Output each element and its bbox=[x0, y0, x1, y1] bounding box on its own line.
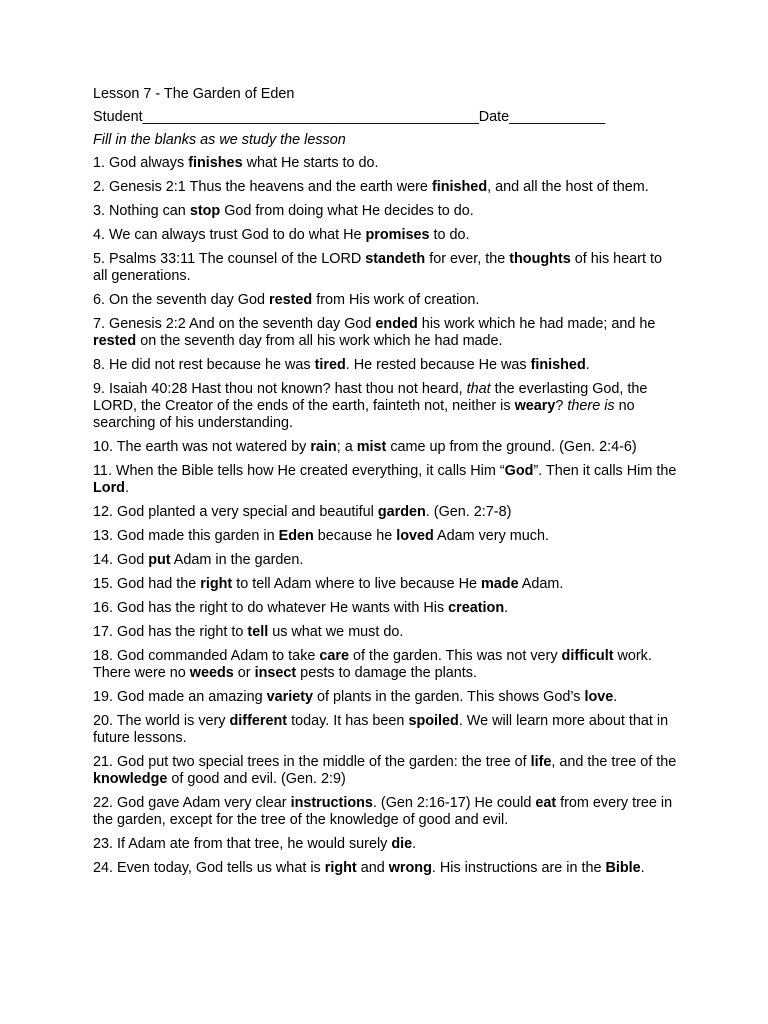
question-text: , and all the host of them. bbox=[487, 179, 649, 195]
question-text: Adam. bbox=[518, 576, 564, 592]
question-text: . bbox=[640, 860, 645, 876]
question-text: us what we must do. bbox=[268, 624, 404, 640]
question-text: 19. God made an amazing bbox=[93, 689, 267, 705]
question-text: 1. God always bbox=[93, 155, 189, 171]
question-text: Adam very much. bbox=[433, 528, 549, 544]
answer-word: tired bbox=[314, 357, 346, 373]
question-item bbox=[93, 600, 678, 617]
question-item bbox=[93, 754, 678, 788]
question-item bbox=[93, 576, 678, 593]
question-text: . bbox=[124, 480, 129, 496]
answer-word: God bbox=[504, 463, 534, 479]
instructions-text: Fill in the blanks as we study the lesson bbox=[93, 132, 346, 148]
answer-word: different bbox=[229, 713, 288, 729]
question-text: and bbox=[356, 860, 389, 876]
question-text: . bbox=[613, 689, 618, 705]
question-item bbox=[93, 203, 678, 220]
italic-text: there is bbox=[567, 398, 615, 414]
question-item bbox=[93, 357, 678, 374]
question-text: . bbox=[412, 836, 417, 852]
question-item bbox=[93, 552, 678, 569]
question-text: 10. The earth was not watered by bbox=[93, 439, 311, 455]
answer-word: Eden bbox=[278, 528, 314, 544]
answer-word: creation bbox=[448, 600, 505, 616]
question-text: ”. Then it calls Him the bbox=[533, 463, 677, 479]
question-text: 13. God made this garden in bbox=[93, 528, 279, 544]
worksheet-page bbox=[93, 86, 678, 884]
question-text: 2. Genesis 2:1 Thus the heavens and the earth were bbox=[93, 179, 432, 195]
answer-word: rested bbox=[269, 292, 313, 308]
answer-word: eat bbox=[535, 795, 557, 811]
question-item bbox=[93, 528, 678, 545]
student-date-line: Student__________________________________________Date____________ bbox=[93, 109, 606, 125]
question-item bbox=[93, 648, 678, 682]
answer-word: spoiled bbox=[408, 713, 459, 729]
question-text: . He rested because He was bbox=[345, 357, 531, 373]
question-text: what He starts to do. bbox=[242, 155, 379, 171]
question-text: of the garden. This was not very bbox=[349, 648, 562, 664]
answer-word: instructions bbox=[290, 795, 373, 811]
answer-word: loved bbox=[396, 528, 434, 544]
answer-word: mist bbox=[356, 439, 387, 455]
question-text: 3. Nothing can bbox=[93, 203, 190, 219]
answer-word: insect bbox=[254, 665, 297, 681]
answer-word: difficult bbox=[561, 648, 614, 664]
question-text: . (Gen. 2:7-8) bbox=[425, 504, 512, 520]
answer-word: finished bbox=[530, 357, 586, 373]
question-text: for ever, the bbox=[425, 251, 510, 267]
question-text: 4. We can always trust God to do what He bbox=[93, 227, 366, 243]
question-item bbox=[93, 179, 678, 196]
lesson-title: Lesson 7 - The Garden of Eden bbox=[93, 86, 295, 102]
answer-word: finishes bbox=[188, 155, 243, 171]
question-item bbox=[93, 860, 678, 877]
question-text: 16. God has the right to do whatever He wants with His bbox=[93, 600, 449, 616]
question-text: to do. bbox=[429, 227, 470, 243]
answer-word: weary bbox=[514, 398, 556, 414]
answer-word: ended bbox=[375, 316, 418, 332]
answer-word: finished bbox=[431, 179, 488, 195]
question-text: or bbox=[233, 665, 255, 681]
question-text: . We will learn more about that in future lessons. bbox=[93, 713, 669, 746]
question-text: 9. Isaiah 40:28 Hast thou not known? hast thou not heard, bbox=[93, 381, 467, 397]
question-item bbox=[93, 155, 678, 172]
answer-word: wrong bbox=[388, 860, 432, 876]
question-item bbox=[93, 381, 678, 432]
answer-word: right bbox=[200, 576, 233, 592]
answer-word: made bbox=[480, 576, 519, 592]
answer-word: variety bbox=[266, 689, 314, 705]
question-text: of plants in the garden. This shows God’s bbox=[313, 689, 585, 705]
question-text: 7. Genesis 2:2 And on the seventh day God bbox=[93, 316, 376, 332]
question-text: 20. The world is very bbox=[93, 713, 230, 729]
question-text: on the seventh day from all his work which he had made. bbox=[136, 333, 503, 349]
question-text: 12. God planted a very special and beautiful bbox=[93, 504, 378, 520]
answer-word: stop bbox=[189, 203, 221, 219]
question-text: 22. God gave Adam very clear bbox=[93, 795, 291, 811]
question-item bbox=[93, 713, 678, 747]
question-text: 24. Even today, God tells us what is bbox=[93, 860, 325, 876]
italic-text: that bbox=[466, 381, 491, 397]
question-item bbox=[93, 463, 678, 497]
answer-word: love bbox=[584, 689, 614, 705]
question-text: . bbox=[585, 357, 590, 373]
question-text: pests to damage the plants. bbox=[296, 665, 477, 681]
answer-word: care bbox=[319, 648, 350, 664]
question-item bbox=[93, 504, 678, 521]
question-text: of good and evil. (Gen. 2:9) bbox=[167, 771, 346, 787]
answer-word: thoughts bbox=[509, 251, 571, 267]
question-text: of his heart to all generations. bbox=[93, 251, 662, 284]
question-text: from every tree in the garden, except for the tree of the knowledge of good and evil. bbox=[93, 795, 673, 828]
answer-word: put bbox=[148, 552, 171, 568]
question-text: 8. He did not rest because he was bbox=[93, 357, 315, 373]
question-item bbox=[93, 439, 678, 456]
question-text: 11. When the Bible tells how He created everything, it calls Him “ bbox=[93, 463, 505, 479]
answer-word: garden bbox=[377, 504, 426, 520]
question-text: ? bbox=[555, 398, 568, 414]
question-item bbox=[93, 251, 678, 285]
question-text: no searching of his understanding. bbox=[93, 398, 635, 431]
question-text: ; a bbox=[336, 439, 357, 455]
question-text: 21. God put two special trees in the middle of the garden: the tree of bbox=[93, 754, 531, 770]
answer-word: promises bbox=[365, 227, 430, 243]
answer-word: tell bbox=[247, 624, 269, 640]
answer-word: Bible bbox=[605, 860, 641, 876]
question-text: . bbox=[504, 600, 509, 616]
question-list bbox=[93, 155, 678, 877]
question-text: 14. God bbox=[93, 552, 149, 568]
question-text: from His work of creation. bbox=[312, 292, 480, 308]
question-text: 23. If Adam ate from that tree, he would surely bbox=[93, 836, 392, 852]
question-item bbox=[93, 624, 678, 641]
question-text: 17. God has the right to bbox=[93, 624, 248, 640]
question-item bbox=[93, 795, 678, 829]
answer-word: right bbox=[324, 860, 357, 876]
question-text: 5. Psalms 33:11 The counsel of the LORD bbox=[93, 251, 366, 267]
question-text: 15. God had the bbox=[93, 576, 201, 592]
answer-word: standeth bbox=[365, 251, 426, 267]
question-text: today. It has been bbox=[287, 713, 409, 729]
question-text: 6. On the seventh day God bbox=[93, 292, 269, 308]
question-item bbox=[93, 689, 678, 706]
question-text: . (Gen 2:16-17) He could bbox=[372, 795, 536, 811]
question-text: the everlasting God, the LORD, the Creator of the ends of the earth, fainteth not, neither is bbox=[93, 381, 648, 414]
question-item bbox=[93, 836, 678, 853]
question-text: came up from the ground. (Gen. 2:4-6) bbox=[386, 439, 637, 455]
answer-word: knowledge bbox=[93, 771, 168, 787]
answer-word: die bbox=[391, 836, 413, 852]
answer-word: rain bbox=[310, 439, 337, 455]
answer-word: rested bbox=[93, 333, 137, 349]
question-item bbox=[93, 227, 678, 244]
question-text: his work which he had made; and he bbox=[417, 316, 656, 332]
question-text: 18. God commanded Adam to take bbox=[93, 648, 320, 664]
question-text: Adam in the garden. bbox=[170, 552, 304, 568]
question-text: work. There were no bbox=[93, 648, 652, 681]
answer-word: Lord bbox=[93, 480, 125, 496]
question-text: . His instructions are in the bbox=[431, 860, 606, 876]
answer-word: life bbox=[530, 754, 552, 770]
question-text: because he bbox=[313, 528, 397, 544]
question-text: to tell Adam where to live because He bbox=[232, 576, 481, 592]
question-text: , and the tree of the bbox=[551, 754, 677, 770]
answer-word: weeds bbox=[189, 665, 234, 681]
question-item bbox=[93, 316, 678, 350]
question-text: God from doing what He decides to do. bbox=[220, 203, 474, 219]
question-item bbox=[93, 292, 678, 309]
